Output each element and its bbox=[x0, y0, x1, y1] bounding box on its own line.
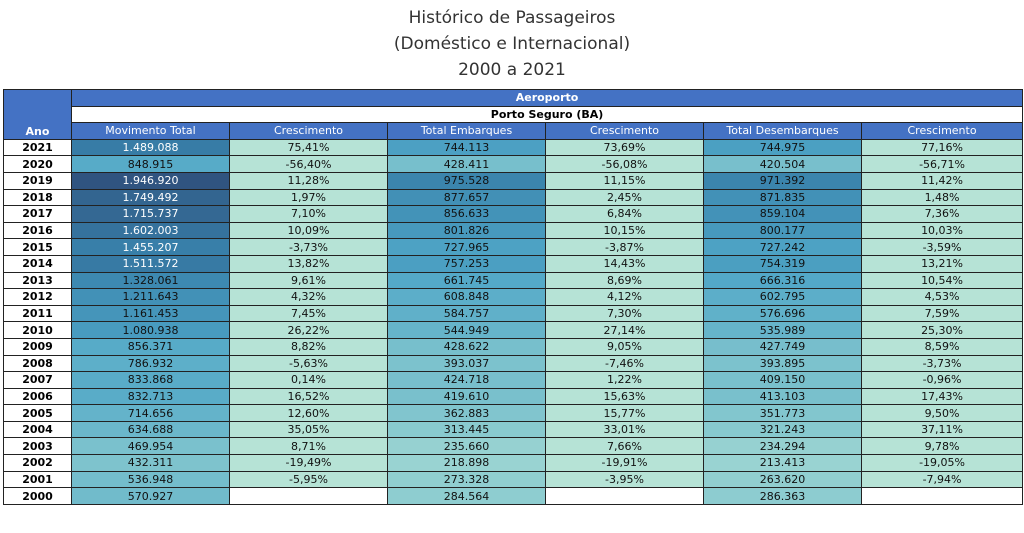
cell-crescimento-total bbox=[230, 488, 388, 505]
header-group: Aeroporto bbox=[72, 90, 1023, 107]
cell-crescimento-embarques: 10,15% bbox=[546, 222, 704, 239]
cell-crescimento-desembarques: 25,30% bbox=[862, 322, 1023, 339]
cell-total-desembarques: 234.294 bbox=[704, 438, 862, 455]
cell-crescimento-desembarques: -0,96% bbox=[862, 372, 1023, 389]
cell-total-desembarques: 859.104 bbox=[704, 206, 862, 223]
cell-total-desembarques: 321.243 bbox=[704, 421, 862, 438]
cell-movimento-total: 786.932 bbox=[72, 355, 230, 372]
cell-crescimento-embarques: 6,84% bbox=[546, 206, 704, 223]
cell-crescimento-total: 1,97% bbox=[230, 189, 388, 206]
cell-year: 2013 bbox=[4, 272, 72, 289]
cell-crescimento-total: 7,10% bbox=[230, 206, 388, 223]
cell-total-desembarques: 535.989 bbox=[704, 322, 862, 339]
cell-crescimento-embarques: -7,46% bbox=[546, 355, 704, 372]
passenger-table bbox=[3, 89, 1023, 505]
cell-year: 2001 bbox=[4, 471, 72, 488]
cell-crescimento-total: 13,82% bbox=[230, 255, 388, 272]
cell-year: 2004 bbox=[4, 421, 72, 438]
cell-movimento-total: 1.328.061 bbox=[72, 272, 230, 289]
cell-crescimento-total: 9,61% bbox=[230, 272, 388, 289]
cell-crescimento-total: -56,40% bbox=[230, 156, 388, 173]
cell-crescimento-total: 75,41% bbox=[230, 139, 388, 156]
cell-total-desembarques: 263.620 bbox=[704, 471, 862, 488]
table-row bbox=[4, 488, 1023, 505]
cell-total-desembarques: 666.316 bbox=[704, 272, 862, 289]
cell-crescimento-desembarques: 37,11% bbox=[862, 421, 1023, 438]
header-movimento-total: Movimento Total bbox=[72, 123, 230, 140]
cell-crescimento-desembarques bbox=[862, 488, 1023, 505]
cell-year: 2005 bbox=[4, 405, 72, 422]
cell-crescimento-desembarques: -7,94% bbox=[862, 471, 1023, 488]
table-row bbox=[4, 139, 1023, 156]
cell-movimento-total: 1.211.643 bbox=[72, 289, 230, 306]
cell-movimento-total: 1.489.088 bbox=[72, 139, 230, 156]
table-row bbox=[4, 305, 1023, 322]
cell-total-desembarques: 800.177 bbox=[704, 222, 862, 239]
cell-crescimento-embarques: -19,91% bbox=[546, 455, 704, 472]
table-row bbox=[4, 189, 1023, 206]
cell-year: 2021 bbox=[4, 139, 72, 156]
cell-crescimento-total: 35,05% bbox=[230, 421, 388, 438]
cell-crescimento-total: -5,95% bbox=[230, 471, 388, 488]
cell-crescimento-desembarques: 9,78% bbox=[862, 438, 1023, 455]
cell-total-embarques: 584.757 bbox=[388, 305, 546, 322]
cell-total-embarques: 424.718 bbox=[388, 372, 546, 389]
cell-crescimento-desembarques: 77,16% bbox=[862, 139, 1023, 156]
cell-crescimento-desembarques: -3,59% bbox=[862, 239, 1023, 256]
cell-year: 2008 bbox=[4, 355, 72, 372]
header-total-desembarques: Total Desembarques bbox=[704, 123, 862, 140]
cell-total-embarques: 273.328 bbox=[388, 471, 546, 488]
cell-total-embarques: 284.564 bbox=[388, 488, 546, 505]
cell-crescimento-total: -3,73% bbox=[230, 239, 388, 256]
cell-crescimento-embarques: 1,22% bbox=[546, 372, 704, 389]
cell-crescimento-embarques: -3,87% bbox=[546, 239, 704, 256]
cell-total-embarques: 801.826 bbox=[388, 222, 546, 239]
cell-year: 2017 bbox=[4, 206, 72, 223]
cell-crescimento-embarques: 7,66% bbox=[546, 438, 704, 455]
table-row bbox=[4, 322, 1023, 339]
cell-movimento-total: 432.311 bbox=[72, 455, 230, 472]
table-row bbox=[4, 255, 1023, 272]
cell-crescimento-total: -19,49% bbox=[230, 455, 388, 472]
cell-total-desembarques: 413.103 bbox=[704, 388, 862, 405]
table-row bbox=[4, 388, 1023, 405]
cell-total-desembarques: 744.975 bbox=[704, 139, 862, 156]
cell-crescimento-desembarques: 8,59% bbox=[862, 338, 1023, 355]
cell-crescimento-desembarques: 1,48% bbox=[862, 189, 1023, 206]
cell-crescimento-desembarques: -3,73% bbox=[862, 355, 1023, 372]
table-row bbox=[4, 156, 1023, 173]
cell-total-desembarques: 576.696 bbox=[704, 305, 862, 322]
cell-crescimento-embarques: 15,63% bbox=[546, 388, 704, 405]
cell-total-embarques: 975.528 bbox=[388, 172, 546, 189]
cell-crescimento-total: 0,14% bbox=[230, 372, 388, 389]
cell-year: 2012 bbox=[4, 289, 72, 306]
table-row bbox=[4, 372, 1023, 389]
cell-total-embarques: 428.411 bbox=[388, 156, 546, 173]
cell-crescimento-embarques: 7,30% bbox=[546, 305, 704, 322]
cell-total-embarques: 877.657 bbox=[388, 189, 546, 206]
cell-crescimento-desembarques: 7,59% bbox=[862, 305, 1023, 322]
table-row bbox=[4, 172, 1023, 189]
cell-movimento-total: 833.868 bbox=[72, 372, 230, 389]
cell-movimento-total: 1.715.737 bbox=[72, 206, 230, 223]
table-row bbox=[4, 206, 1023, 223]
cell-total-embarques: 856.633 bbox=[388, 206, 546, 223]
cell-movimento-total: 536.948 bbox=[72, 471, 230, 488]
cell-total-desembarques: 393.895 bbox=[704, 355, 862, 372]
table-row bbox=[4, 405, 1023, 422]
cell-crescimento-desembarques: 7,36% bbox=[862, 206, 1023, 223]
cell-crescimento-total: 11,28% bbox=[230, 172, 388, 189]
cell-total-desembarques: 871.835 bbox=[704, 189, 862, 206]
cell-crescimento-embarques: 2,45% bbox=[546, 189, 704, 206]
header-ano: Ano bbox=[4, 90, 72, 140]
cell-year: 2011 bbox=[4, 305, 72, 322]
cell-crescimento-total: 4,32% bbox=[230, 289, 388, 306]
cell-crescimento-desembarques: 17,43% bbox=[862, 388, 1023, 405]
table-row bbox=[4, 338, 1023, 355]
cell-total-embarques: 362.883 bbox=[388, 405, 546, 422]
cell-year: 2019 bbox=[4, 172, 72, 189]
cell-crescimento-desembarques: 10,54% bbox=[862, 272, 1023, 289]
cell-movimento-total: 714.656 bbox=[72, 405, 230, 422]
cell-crescimento-total: 10,09% bbox=[230, 222, 388, 239]
cell-year: 2014 bbox=[4, 255, 72, 272]
cell-crescimento-embarques: 11,15% bbox=[546, 172, 704, 189]
cell-movimento-total: 469.954 bbox=[72, 438, 230, 455]
cell-crescimento-desembarques: 10,03% bbox=[862, 222, 1023, 239]
cell-total-desembarques: 427.749 bbox=[704, 338, 862, 355]
cell-crescimento-embarques bbox=[546, 488, 704, 505]
cell-crescimento-desembarques: 9,50% bbox=[862, 405, 1023, 422]
cell-total-embarques: 313.445 bbox=[388, 421, 546, 438]
cell-total-desembarques: 351.773 bbox=[704, 405, 862, 422]
cell-movimento-total: 1.946.920 bbox=[72, 172, 230, 189]
table-row bbox=[4, 455, 1023, 472]
cell-movimento-total: 634.688 bbox=[72, 421, 230, 438]
cell-crescimento-total: 8,82% bbox=[230, 338, 388, 355]
cell-crescimento-total: 16,52% bbox=[230, 388, 388, 405]
cell-crescimento-total: 12,60% bbox=[230, 405, 388, 422]
table-row bbox=[4, 471, 1023, 488]
cell-crescimento-total: 26,22% bbox=[230, 322, 388, 339]
cell-total-embarques: 428.622 bbox=[388, 338, 546, 355]
cell-movimento-total: 1.511.572 bbox=[72, 255, 230, 272]
cell-year: 2002 bbox=[4, 455, 72, 472]
cell-year: 2016 bbox=[4, 222, 72, 239]
table-row bbox=[4, 438, 1023, 455]
header-airport: Porto Seguro (BA) bbox=[72, 106, 1023, 123]
cell-crescimento-embarques: -3,95% bbox=[546, 471, 704, 488]
cell-crescimento-desembarques: 13,21% bbox=[862, 255, 1023, 272]
table-row bbox=[4, 355, 1023, 372]
cell-crescimento-embarques: 15,77% bbox=[546, 405, 704, 422]
cell-year: 2007 bbox=[4, 372, 72, 389]
cell-crescimento-embarques: 4,12% bbox=[546, 289, 704, 306]
cell-movimento-total: 848.915 bbox=[72, 156, 230, 173]
cell-total-embarques: 235.660 bbox=[388, 438, 546, 455]
table-body bbox=[4, 139, 1023, 504]
cell-year: 2006 bbox=[4, 388, 72, 405]
cell-total-embarques: 544.949 bbox=[388, 322, 546, 339]
cell-total-desembarques: 286.363 bbox=[704, 488, 862, 505]
cell-total-embarques: 608.848 bbox=[388, 289, 546, 306]
cell-total-desembarques: 420.504 bbox=[704, 156, 862, 173]
cell-year: 2009 bbox=[4, 338, 72, 355]
cell-movimento-total: 1.602.003 bbox=[72, 222, 230, 239]
chart-subtitle: (Doméstico e Internacional) bbox=[393, 34, 631, 54]
header-total-embarques: Total Embarques bbox=[388, 123, 546, 140]
cell-crescimento-total: 7,45% bbox=[230, 305, 388, 322]
cell-year: 2010 bbox=[4, 322, 72, 339]
cell-crescimento-embarques: -56,08% bbox=[546, 156, 704, 173]
cell-movimento-total: 1.455.207 bbox=[72, 239, 230, 256]
cell-total-embarques: 419.610 bbox=[388, 388, 546, 405]
cell-total-desembarques: 602.795 bbox=[704, 289, 862, 306]
table-row bbox=[4, 289, 1023, 306]
header-crescimento-embarques: Crescimento bbox=[546, 123, 704, 140]
cell-crescimento-embarques: 8,69% bbox=[546, 272, 704, 289]
cell-crescimento-desembarques: -56,71% bbox=[862, 156, 1023, 173]
cell-movimento-total: 1.080.938 bbox=[72, 322, 230, 339]
cell-movimento-total: 1.749.492 bbox=[72, 189, 230, 206]
cell-crescimento-desembarques: -19,05% bbox=[862, 455, 1023, 472]
cell-total-embarques: 757.253 bbox=[388, 255, 546, 272]
cell-movimento-total: 832.713 bbox=[72, 388, 230, 405]
cell-total-desembarques: 213.413 bbox=[704, 455, 862, 472]
cell-movimento-total: 1.161.453 bbox=[72, 305, 230, 322]
cell-total-desembarques: 971.392 bbox=[704, 172, 862, 189]
cell-total-desembarques: 409.150 bbox=[704, 372, 862, 389]
cell-movimento-total: 856.371 bbox=[72, 338, 230, 355]
cell-total-desembarques: 727.242 bbox=[704, 239, 862, 256]
cell-crescimento-embarques: 27,14% bbox=[546, 322, 704, 339]
cell-year: 2003 bbox=[4, 438, 72, 455]
table-row bbox=[4, 239, 1023, 256]
chart-title: Histórico de Passageiros bbox=[408, 8, 616, 28]
cell-year: 2000 bbox=[4, 488, 72, 505]
cell-total-embarques: 218.898 bbox=[388, 455, 546, 472]
header-crescimento-total: Crescimento bbox=[230, 123, 388, 140]
cell-year: 2018 bbox=[4, 189, 72, 206]
cell-crescimento-desembarques: 4,53% bbox=[862, 289, 1023, 306]
cell-crescimento-embarques: 73,69% bbox=[546, 139, 704, 156]
cell-total-embarques: 744.113 bbox=[388, 139, 546, 156]
header-crescimento-desembarques: Crescimento bbox=[862, 123, 1023, 140]
cell-movimento-total: 570.927 bbox=[72, 488, 230, 505]
table-row bbox=[4, 272, 1023, 289]
cell-crescimento-embarques: 9,05% bbox=[546, 338, 704, 355]
cell-total-desembarques: 754.319 bbox=[704, 255, 862, 272]
cell-crescimento-embarques: 33,01% bbox=[546, 421, 704, 438]
cell-crescimento-embarques: 14,43% bbox=[546, 255, 704, 272]
cell-year: 2020 bbox=[4, 156, 72, 173]
cell-crescimento-desembarques: 11,42% bbox=[862, 172, 1023, 189]
cell-total-embarques: 661.745 bbox=[388, 272, 546, 289]
table-row bbox=[4, 421, 1023, 438]
chart-period: 2000 a 2021 bbox=[458, 60, 566, 80]
table-row bbox=[4, 222, 1023, 239]
cell-crescimento-total: -5,63% bbox=[230, 355, 388, 372]
cell-crescimento-total: 8,71% bbox=[230, 438, 388, 455]
cell-year: 2015 bbox=[4, 239, 72, 256]
cell-total-embarques: 727.965 bbox=[388, 239, 546, 256]
cell-total-embarques: 393.037 bbox=[388, 355, 546, 372]
